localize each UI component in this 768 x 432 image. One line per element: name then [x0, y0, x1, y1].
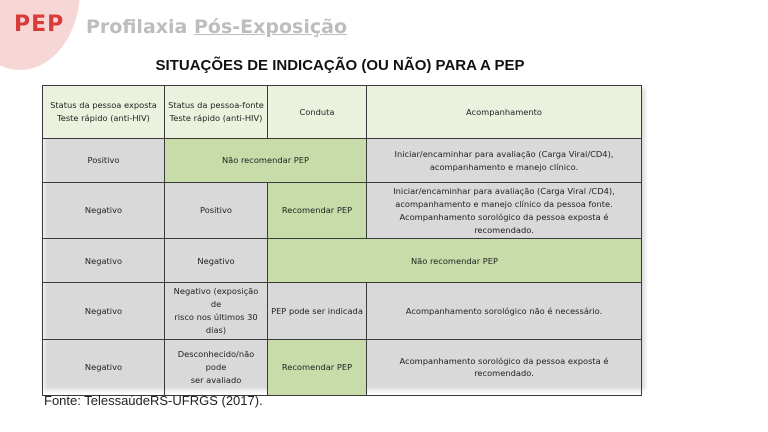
cell-conduta-acompanhamento: Não recomendar PEP	[268, 239, 642, 283]
slide-title: SITUAÇÕES DE INDICAÇÃO (OU NÃO) PARA A PEP	[155, 57, 525, 74]
header-cell-exposta	[43, 86, 165, 139]
header-cell-fonte	[165, 86, 268, 139]
cell-acompanhamento: Acompanhamento sorológico não é necessário.	[367, 283, 642, 339]
table-row	[43, 339, 642, 395]
cell-line: risco nos últimos 30 dias)	[174, 312, 258, 336]
cell-exposta: Negativo	[43, 339, 165, 395]
cell-acompanhamento	[367, 183, 642, 239]
table-header-row	[43, 86, 642, 139]
table-row	[43, 139, 642, 183]
pep-indication-table	[42, 85, 642, 396]
cell-exposta: Negativo	[43, 239, 165, 283]
cell-fonte-conduta: Não recomendar PEP	[165, 139, 367, 183]
cell-line: ser avaliado	[190, 374, 242, 385]
header-line: Teste rápido (anti-HIV)	[57, 113, 150, 123]
cell-line: acompanhamento e manejo clínico da pessoa fonte.	[395, 198, 613, 209]
header-cell-conduta: Conduta	[268, 86, 367, 139]
table-row	[43, 239, 642, 283]
cell-conduta: PEP pode ser indicada	[268, 283, 367, 339]
cell-fonte	[165, 283, 268, 339]
header-title	[86, 16, 347, 38]
cell-conduta: Recomendar PEP	[268, 183, 367, 239]
cell-line: acompanhamento e manejo clínico.	[429, 161, 579, 172]
header-line: Status da pessoa exposta	[50, 100, 157, 111]
cell-acompanhamento	[367, 139, 642, 183]
table-row	[43, 283, 642, 339]
source-citation: Fonte: TelessaúdeRS-UFRGS (2017).	[44, 393, 263, 408]
cell-fonte: Negativo	[165, 239, 268, 283]
cell-fonte: Positivo	[165, 183, 268, 239]
cell-line: Desconhecido/não pode	[177, 349, 255, 372]
cell-acompanhamento: Acompanhamento sorológico da pessoa exposta é recomendado.	[367, 339, 642, 395]
cell-exposta: Positivo	[43, 139, 165, 183]
header-title-prefix: Profilaxia	[86, 16, 194, 38]
cell-line: Iniciar/encaminhar para avaliação (Carga Viral /CD4),	[393, 186, 615, 196]
header-title-underlined: Pós-Exposição	[193, 16, 348, 38]
cell-exposta: Negativo	[43, 183, 165, 239]
header-cell-acompanhamento: Acompanhamento	[367, 86, 642, 139]
cell-conduta: Recomendar PEP	[268, 339, 367, 395]
cell-exposta: Negativo	[43, 283, 165, 339]
pep-logo: PEP	[14, 12, 65, 37]
cell-line: Negativo (exposição de	[173, 286, 259, 310]
cell-line: Acompanhamento sorológico da pessoa exposta é recomendado.	[399, 211, 609, 235]
table-row	[43, 183, 642, 239]
header-line: Status da pessoa-fonte	[168, 100, 264, 111]
header-line: Teste rápido (anti-HIV)	[169, 113, 263, 123]
cell-line: Iniciar/encaminhar para avaliação (Carga Viral/CD4),	[394, 148, 614, 159]
cell-fonte	[165, 339, 268, 395]
